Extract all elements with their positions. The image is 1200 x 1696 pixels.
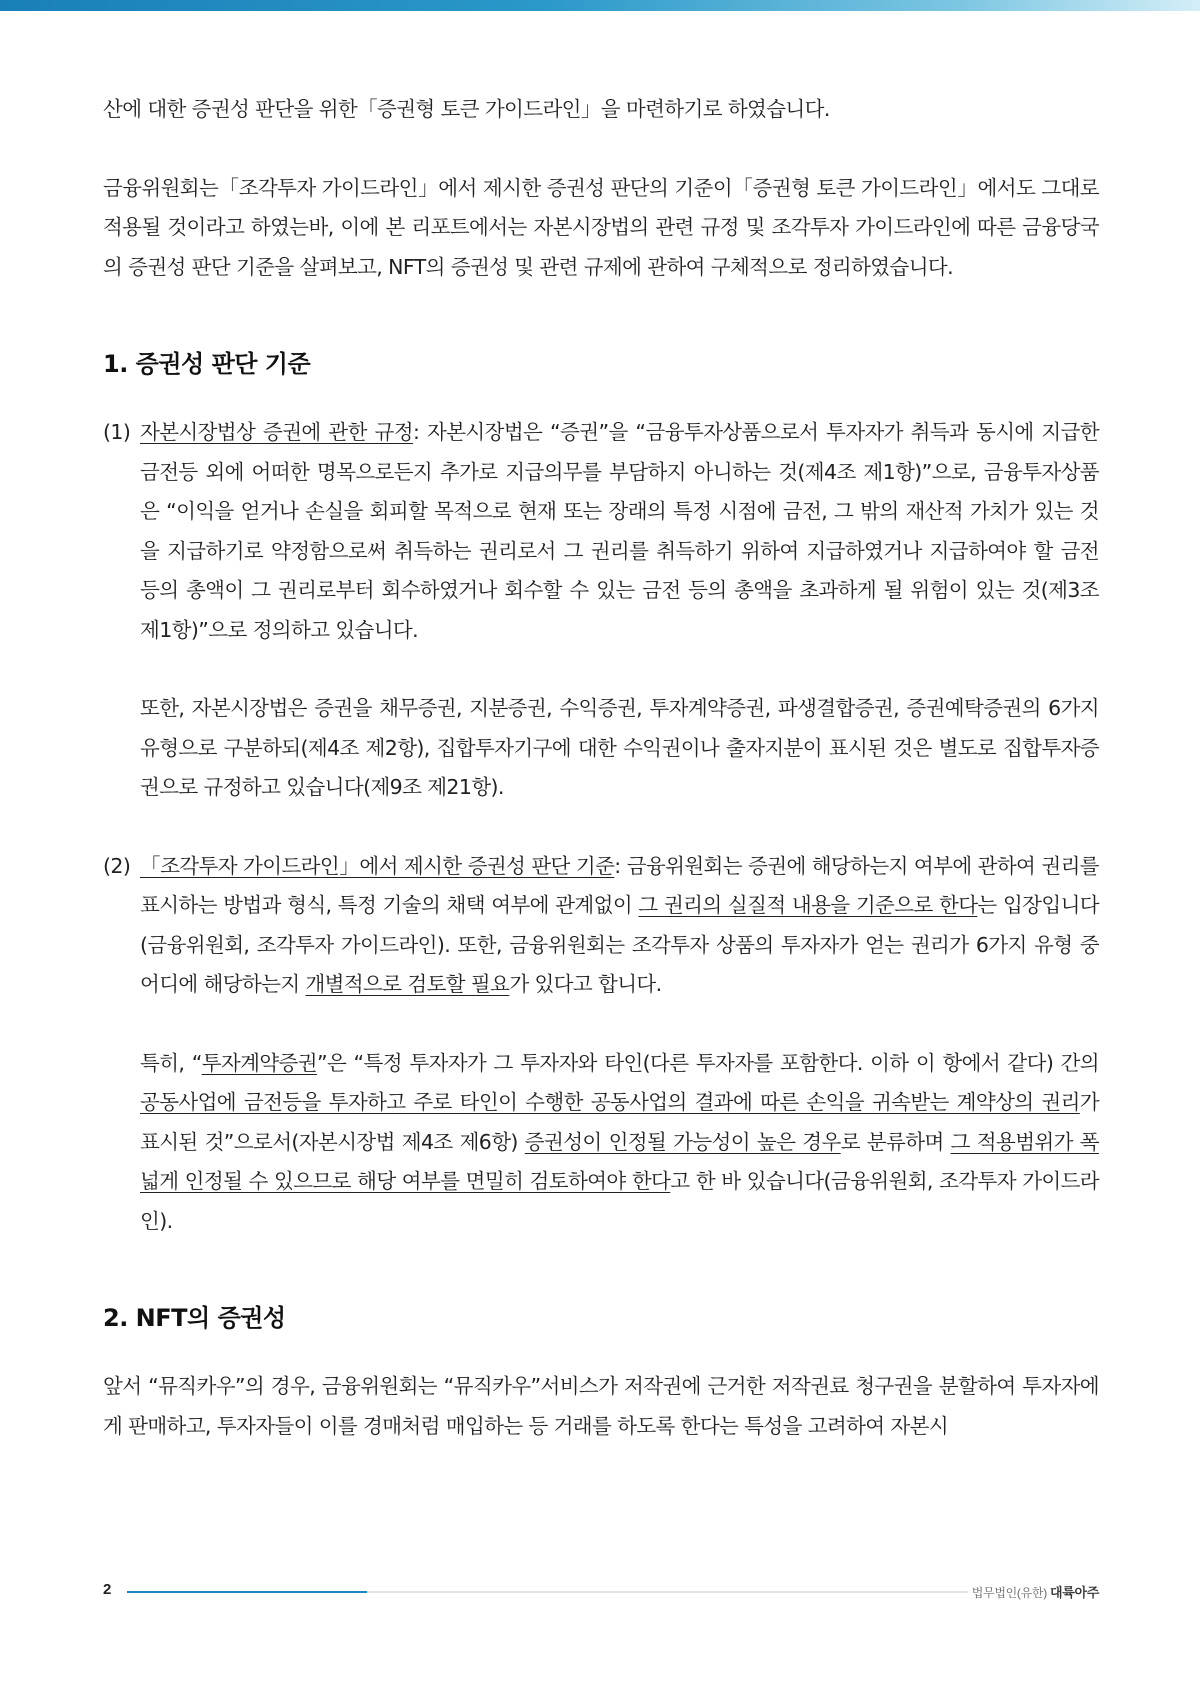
firm-logo-text [972,1582,1099,1601]
item-1-text: : 자본시장법은 “증권”을 “금융투자상품으로서 투자자가 취득과 동시에 지급한 금전등 외에 어떠한 명목으로든지 추가로 지급의무를 부담하지 아니하는 것(제4조 제1항)”으로, 금융투자상품은 “이익을 얻거나 손실을 회피할 목적으로 현재 또는 장래의 특정 시점에 금전, 그 밖의 재산적 가치가 있는 것을 지급하기로 약정함으로써 취득하는 권리로서 그 권리를 취득하기 위하여 지급하였거나 지급하여야 할 금전 등의 총액이 그 권리로부터 회수하였거나 회수할 수 있는 금전 등의 총액을 초과하게 될 위험이 있는 것(제3조 제1항)”으로 정의하고 있습니다. [140,420,1099,642]
item-2-emphasis-2: 개별적으로 검토할 필요 [305,972,510,996]
page-footer [103,1578,1099,1606]
item-2-p2-emphasis-1: 투자계약증권 [201,1050,317,1075]
document-body [103,90,1099,1446]
item-2-number: (2) [103,853,131,878]
item-1-paragraph-2: 또한, 자본시장법은 증권을 채무증권, 지분증권, 수익증권, 투자계약증권, 파생결합증권, 증권예탁증권의 6가지 유형으로 구분하되(제4조 제2항), 집합투자기구에 대한 수익권이나 출자지분이 표시된 것은 별도로 집합투자증권으로 규정하고 있습니다(제9조 제21항). [140,696,1099,799]
item-2-p2-emphasis-2: 공동사업에 금전등을 투자하고 주로 타인이 수행한 공동사업의 결과에 따른 손익을 귀속받는 계약상의 권리 [140,1090,1080,1114]
item-2-text-2: 는 입장입니다(금융위원회, 조각투자 가이드라인). 또한, 금융위원회는 조각투자 상품의 투자자가 얻는 권리가 6가지 유형 중 어디에 해당하는지 [140,893,1099,996]
item-2-text-3: 가 있다고 합니다. [509,972,662,996]
top-accent-bar [0,0,1200,11]
section-1-item-1 [103,413,1099,650]
item-1-number: (1) [103,420,131,444]
item-2-p2-emphasis-3: 증권성이 인정될 가능성이 높은 경우 [524,1129,841,1154]
item-2-emphasis-1: 그 권리의 실질적 내용을 기준으로 한다 [638,893,978,917]
item-2-title: 「조각투자 가이드라인」에서 제시한 증권성 판단 기준 [140,853,615,878]
section-2-heading: 2. NFT의 증권성 [103,1304,286,1332]
firm-prefix: 법무법인(유한) [971,1586,1047,1600]
item-2-text-1: : 금융위원회는 증권에 해당하는지 여부에 관하여 권리를 표시하는 방법과 형식, 특정 기술의 채택 여부에 관계없이 [140,853,1099,917]
section-1-heading: 1. 증권성 판단 기준 [103,350,311,378]
intro-paragraph: 금융위원회는「조각투자 가이드라인」에서 제시한 증권성 판단의 기준이「증권형 토큰 가이드라인」에서도 그대로 적용될 것이라고 하였는바, 이에 본 리포트에서는 자본시장법의 관련 규정 및 조각투자 가이드라인에 따른 금융당국의 증권성 판단 기준을 살펴보고, NFT의 증권성 및 관련 규제에 관하여 구체적으로 정리하였습니다. [103,175,1099,279]
footer-divider-accent [127,1591,367,1593]
item-2-p2-emphasis-4: 그 적용범위가 폭넓게 인정될 수 있으므로 해당 여부를 면밀히 검토하여야 한다 [140,1129,1099,1193]
intro-paragraph-tail: 산에 대한 증권성 판단을 위한「증권형 토큰 가이드라인」을 마련하기로 하였습니다. [103,97,830,121]
item-2-p2-text-1: 특히, “ [140,1050,202,1075]
section-2-paragraph: 앞서 “뮤직카우”의 경우, 금융위원회는 “뮤직카우”서비스가 저작권에 근거한 저작권료 청구권을 분할하여 투자자에게 판매하고, 투자자들이 이를 경매처럼 매입하는 등 거래를 하도록 한다는 특성을 고려하여 자본시 [103,1374,1099,1438]
section-1-item-2 [103,847,1099,1005]
item-2-p2-text-2: ”은 “특정 투자자가 그 투자자와 타인(다른 투자자를 포함한다. 이하 이 항에서 같다) 간의 [316,1050,1099,1075]
page-number: 2 [103,1581,112,1598]
item-2-p2-text-4: 로 분류하며 [840,1129,951,1154]
item-2-p2-text-5: 고 한 바 있습니다(금융위원회, 조각투자 가이드라인). [140,1169,1099,1233]
firm-name: 대륙아주 [1049,1585,1099,1600]
item-2-p2-text-3: 가 표시된 것”으로서(자본시장법 제4조 제6항) [140,1090,1099,1154]
footer-divider [127,1591,968,1593]
item-1-title: 자본시장법상 증권에 관한 규정 [140,420,413,444]
item-2-paragraph-2 [103,1044,1099,1242]
